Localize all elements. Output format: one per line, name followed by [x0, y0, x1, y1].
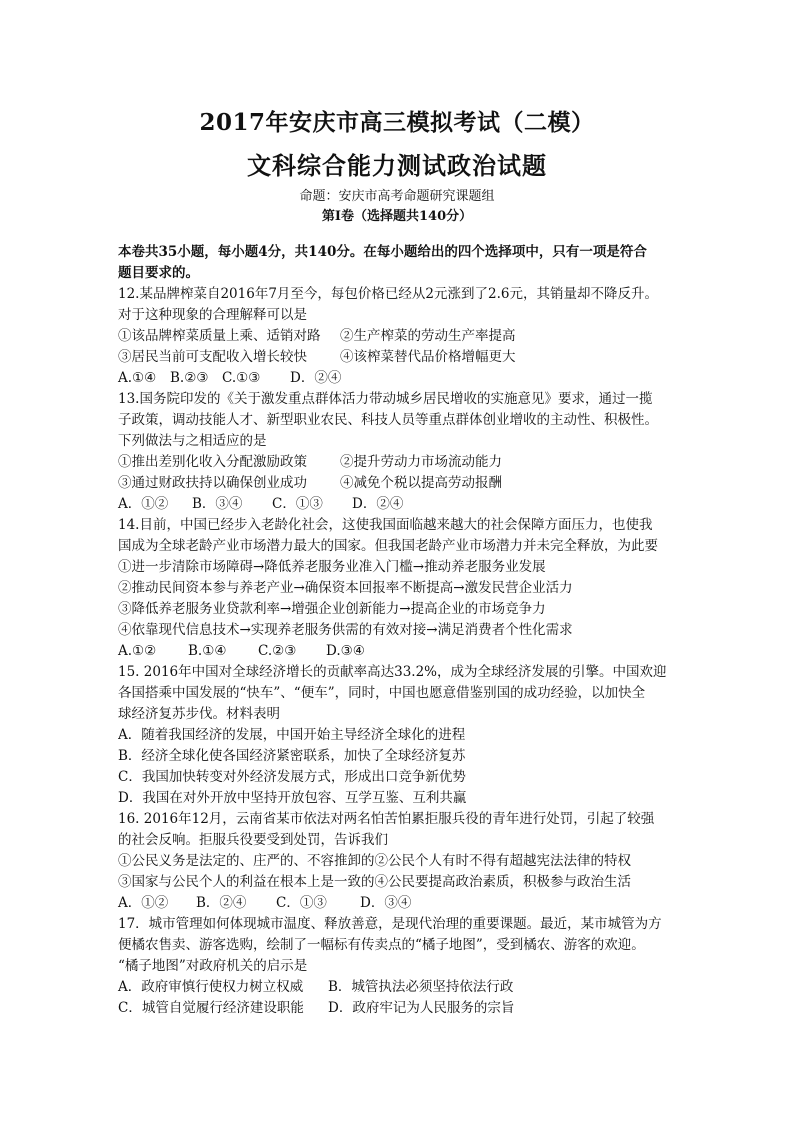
question-12-option-d: D．②④: [290, 370, 342, 386]
question-12-statement-3: ③居民当前可支配收入增长较快: [118, 349, 307, 365]
question-14-statement-2: ②推动民间资本参与养老产业→确保资本回报率不断提高→激发民营企业活力: [118, 580, 573, 596]
question-16-stem-1: 16. 2016年12月，云南省某市依法对两名怕苦怕累拒服兵役的青年进行处罚，引起了较强: [118, 811, 655, 827]
question-12-options: [118, 368, 683, 389]
question-13-statements-row-1: [118, 452, 683, 473]
question-13: [118, 389, 683, 515]
question-12-stem-2: 对于这种现象的合理解释可以是: [118, 307, 307, 323]
question-15-stem-3: 球经济复苏步伐。材料表明: [118, 706, 280, 722]
question-17-stem-3: “橘子地图”对政府机关的启示是: [118, 958, 308, 974]
question-17-options-row-1: [118, 977, 683, 998]
question-17-stem-2: 便橘农售卖、游客选购，绘制了一幅标有传卖点的“橘子地图”，受到橘农、游客的欢迎。: [118, 937, 645, 953]
question-15: [118, 662, 683, 809]
exam-title: 2017年安庆市高三模拟考试（二模）: [199, 109, 595, 136]
question-13-option-b: B．③④: [192, 496, 243, 512]
question-16-option-b: B．②④: [196, 895, 247, 911]
question-15-stem-2: 各国搭乘中国发展的“快车”、“便车”，同时，中国也愿意借鉴别国的成功经验，以加快全: [118, 685, 646, 701]
question-12-statement-1: ①该品牌榨菜质量上乘、适销对路: [118, 328, 321, 344]
exam-body: [118, 242, 683, 1019]
question-12-option-b: B.②③: [170, 370, 209, 386]
instructions-line-1: 本卷共35小题，每小题4分，共140分。在每小题给出的四个选择项中，只有一项是符合: [118, 244, 647, 260]
exam-author: 命题：安庆市高考命题研究课题组: [299, 189, 495, 204]
question-12-option-c: C.①③: [222, 370, 261, 386]
question-15-option-c: C．我国加快转变对外经济发展方式，形成出口竞争新优势: [118, 769, 466, 785]
question-14-options: [118, 641, 683, 662]
question-14-statement-1: ①进一步清除市场障碍→降低养老服务业准入门槛→推动养老服务业发展: [118, 559, 546, 575]
question-12-statements-row-1: [118, 326, 683, 347]
question-17-options-row-2: [118, 998, 683, 1019]
question-17-option-d: D．政府牢记为人民服务的宗旨: [328, 1000, 515, 1016]
question-13-statements-row-2: [118, 473, 683, 494]
question-13-statement-2: ②提升劳动力市场流动能力: [340, 454, 502, 470]
question-17-stem-1: 17．城市管理如何体现城市温度、释放善意，是现代治理的重要课题。最近，某市城管为方: [118, 916, 662, 932]
question-14-stem-1: 14.目前，中国已经步入老龄化社会，这使我国面临越来越大的社会保障方面压力，也使我: [118, 517, 653, 533]
question-12: [118, 284, 683, 389]
exam-subtitle: 文科综合能力测试政治试题: [247, 151, 547, 180]
question-12-stem-1: 12.某品牌榨菜自2016年7月至今，每包价格已经从2元涨到了2.6元，其销量却不降反升。: [118, 286, 658, 302]
question-14-option-d: D.③④: [326, 643, 365, 659]
question-14-stem-2: 国成为全球老龄产业市场潜力最大的国家。但我国老龄产业市场潜力并未完全释放，为此要: [118, 538, 658, 554]
question-17-option-b: B．城管执法必须坚持依法行政: [328, 979, 514, 995]
question-14-statement-4: ④依靠现代信息技术→实现养老服务供需的有效对接→满足消费者个性化需求: [118, 622, 573, 638]
question-17-option-a: A．政府审慎行使权力树立权威: [118, 979, 304, 995]
question-14-statement-3: ③降低养老服务业贷款利率→增强企业创新能力→提高企业的市场竞争力: [118, 601, 546, 617]
question-16-option-c: C．①③: [276, 895, 327, 911]
question-14-option-c: C.②③: [258, 643, 297, 659]
question-12-statement-2: ②生产榨菜的劳动生产率提高: [340, 328, 516, 344]
question-13-option-a: A．①②: [118, 496, 169, 512]
question-16-stem-2: 的社会反响。拒服兵役要受到处罚，告诉我们: [118, 832, 388, 848]
question-15-stem-1: 15. 2016年中国对全球经济增长的贡献率高达33.2%，成为全球经济发展的引擎。中国欢迎: [118, 664, 667, 680]
question-13-option-d: D．②④: [352, 496, 404, 512]
question-16-statements-3-4: ③国家与公民个人的利益在根本上是一致的④公民要提高政治素质，积极参与政治生活: [118, 874, 631, 890]
question-16-options: [118, 893, 683, 914]
question-12-option-a: A.①④: [118, 370, 157, 386]
question-13-statement-3: ③通过财政扶持以确保创业成功: [118, 475, 307, 491]
question-16-option-d: D．③④: [360, 895, 412, 911]
question-15-option-d: D．我国在对外开放中坚持开放包容、互学互鉴、互利共赢: [118, 790, 467, 806]
section-heading: 第Ⅰ卷（选择题共140分）: [321, 209, 473, 224]
question-12-statements-row-2: [118, 347, 683, 368]
question-16-option-a: A．①②: [118, 895, 169, 911]
question-13-stem-2: 子政策，调动技能人才、新型职业农民、科技人员等重点群体创业增收的主动性、积极性。: [118, 412, 658, 428]
question-17: [118, 914, 683, 1019]
question-17-option-c: C．城管自觉履行经济建设职能: [118, 1000, 304, 1016]
question-13-stem-3: 下列做法与之相适应的是: [118, 433, 267, 449]
question-14: [118, 515, 683, 662]
question-15-option-a: A．随着我国经济的发展，中国开始主导经济全球化的进程: [118, 727, 466, 743]
question-13-statement-1: ①推出差别化收入分配激励政策: [118, 454, 307, 470]
question-13-stem-1: 13.国务院印发的《关于激发重点群体活力带动城乡居民增收的实施意见》要求，通过一揽: [118, 391, 653, 407]
question-14-option-b: B.①④: [188, 643, 227, 659]
question-15-option-b: B．经济全球化使各国经济紧密联系，加快了全球经济复苏: [118, 748, 466, 764]
question-12-statement-4: ④该榨菜替代品价格增幅更大: [340, 349, 516, 365]
question-16-statements-1-2: ①公民义务是法定的、庄严的、不容推卸的②公民个人有时不得有超越宪法法律的特权: [118, 853, 631, 869]
question-14-option-a: A.①②: [118, 643, 157, 659]
question-13-statement-4: ④减免个税以提高劳动报酬: [340, 475, 502, 491]
question-13-options: [118, 494, 683, 515]
instructions-line-2: 题目要求的。: [118, 265, 199, 281]
question-16: [118, 809, 683, 914]
question-13-option-c: C．①③: [272, 496, 323, 512]
